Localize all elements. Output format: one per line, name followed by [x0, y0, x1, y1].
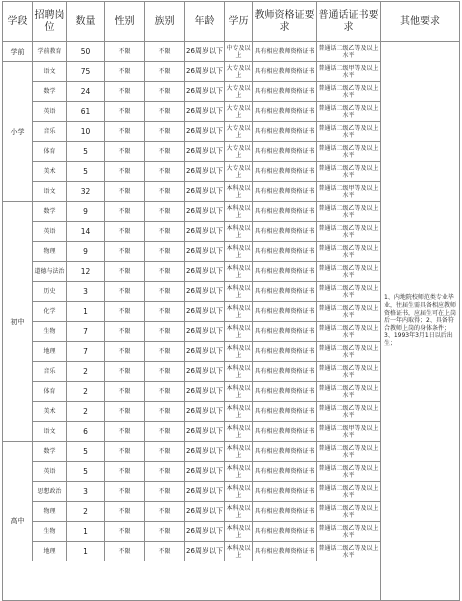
- post-cell: 语文: [32, 61, 66, 81]
- education-cell: 本科及以上: [224, 341, 252, 361]
- count-cell: 24: [66, 81, 104, 101]
- education-cell: 大专及以上: [224, 61, 252, 81]
- post-cell: 地理: [32, 341, 66, 361]
- teacher-cert-cell: 具有相应教师资格证书: [252, 501, 316, 521]
- gender-cell: 不限: [104, 141, 144, 161]
- count-cell: 2: [66, 401, 104, 421]
- count-cell: 5: [66, 161, 104, 181]
- education-cell: 中专及以上: [224, 41, 252, 61]
- education-cell: 大专及以上: [224, 81, 252, 101]
- education-cell: 本科及以上: [224, 321, 252, 341]
- mandarin-cert-cell: 普通话二级甲等及以上水平: [316, 421, 380, 441]
- gender-cell: 不限: [104, 321, 144, 341]
- header-other: 其他要求: [380, 1, 460, 41]
- age-cell: 26周岁以下: [184, 541, 224, 561]
- mandarin-cert-cell: 普通话二级乙等及以上水平: [316, 361, 380, 381]
- post-cell: 音乐: [32, 361, 66, 381]
- teacher-cert-cell: 具有相应教师资格证书: [252, 141, 316, 161]
- post-cell: 英语: [32, 101, 66, 121]
- count-cell: 10: [66, 121, 104, 141]
- mandarin-cert-cell: 普通话二级乙等及以上水平: [316, 161, 380, 181]
- count-cell: 5: [66, 441, 104, 461]
- teacher-cert-cell: 具有相应教师资格证书: [252, 361, 316, 381]
- gender-cell: 不限: [104, 261, 144, 281]
- post-cell: 数学: [32, 81, 66, 101]
- ethnic-cell: 不限: [144, 461, 184, 481]
- age-cell: 26周岁以下: [184, 501, 224, 521]
- mandarin-cert-cell: 普通话二级乙等及以上水平: [316, 441, 380, 461]
- ethnic-cell: 不限: [144, 301, 184, 321]
- stage-label-junior: 初中: [2, 201, 32, 441]
- ethnic-cell: 不限: [144, 361, 184, 381]
- mandarin-cert-cell: 普通话二级乙等及以上水平: [316, 241, 380, 261]
- gender-cell: 不限: [104, 181, 144, 201]
- gender-cell: 不限: [104, 301, 144, 321]
- gender-cell: 不限: [104, 341, 144, 361]
- count-cell: 1: [66, 521, 104, 541]
- header-education: 学历: [224, 1, 252, 41]
- age-cell: 26周岁以下: [184, 521, 224, 541]
- age-cell: 26周岁以下: [184, 161, 224, 181]
- post-cell: 学前教育: [32, 41, 66, 61]
- teacher-cert-cell: 具有相应教师资格证书: [252, 41, 316, 61]
- count-cell: 5: [66, 141, 104, 161]
- age-cell: 26周岁以下: [184, 81, 224, 101]
- teacher-cert-cell: 具有相应教师资格证书: [252, 261, 316, 281]
- post-cell: 体育: [32, 381, 66, 401]
- age-cell: 26周岁以下: [184, 301, 224, 321]
- mandarin-cert-cell: 普通话二级乙等及以上水平: [316, 201, 380, 221]
- age-cell: 26周岁以下: [184, 241, 224, 261]
- count-cell: 61: [66, 101, 104, 121]
- teacher-cert-cell: 具有相应教师资格证书: [252, 441, 316, 461]
- gender-cell: 不限: [104, 421, 144, 441]
- mandarin-cert-cell: 普通话二级乙等及以上水平: [316, 121, 380, 141]
- teacher-cert-cell: 具有相应教师资格证书: [252, 541, 316, 561]
- count-cell: 2: [66, 381, 104, 401]
- gender-cell: 不限: [104, 81, 144, 101]
- gender-cell: 不限: [104, 361, 144, 381]
- count-cell: 5: [66, 461, 104, 481]
- education-cell: 本科及以上: [224, 461, 252, 481]
- post-cell: 英语: [32, 221, 66, 241]
- post-cell: 语文: [32, 421, 66, 441]
- post-cell: 英语: [32, 461, 66, 481]
- mandarin-cert-cell: 普通话二级乙等及以上水平: [316, 501, 380, 521]
- education-cell: 本科及以上: [224, 181, 252, 201]
- stage-label-preschool: 学前: [2, 41, 32, 61]
- education-cell: 本科及以上: [224, 541, 252, 561]
- gender-cell: 不限: [104, 221, 144, 241]
- table-header-row: [2, 1, 460, 41]
- count-cell: 9: [66, 241, 104, 261]
- count-cell: 6: [66, 421, 104, 441]
- ethnic-cell: 不限: [144, 381, 184, 401]
- gender-cell: 不限: [104, 121, 144, 141]
- gender-cell: 不限: [104, 101, 144, 121]
- gender-cell: 不限: [104, 501, 144, 521]
- ethnic-cell: 不限: [144, 181, 184, 201]
- gender-cell: 不限: [104, 481, 144, 501]
- gender-cell: 不限: [104, 441, 144, 461]
- education-cell: 本科及以上: [224, 261, 252, 281]
- post-cell: 数学: [32, 441, 66, 461]
- teacher-cert-cell: 具有相应教师资格证书: [252, 321, 316, 341]
- age-cell: 26周岁以下: [184, 461, 224, 481]
- education-cell: 本科及以上: [224, 481, 252, 501]
- stage-label-senior: 高中: [2, 441, 32, 600]
- age-cell: 26周岁以下: [184, 421, 224, 441]
- header-stage: 学段: [2, 1, 32, 41]
- post-cell: 化学: [32, 301, 66, 321]
- ethnic-cell: 不限: [144, 121, 184, 141]
- header-mandarin-cert: 普通话证书要求: [316, 1, 380, 41]
- count-cell: 50: [66, 41, 104, 61]
- education-cell: 本科及以上: [224, 221, 252, 241]
- age-cell: 26周岁以下: [184, 61, 224, 81]
- gender-cell: 不限: [104, 401, 144, 421]
- post-cell: 语文: [32, 181, 66, 201]
- ethnic-cell: 不限: [144, 81, 184, 101]
- gender-cell: 不限: [104, 281, 144, 301]
- count-cell: 7: [66, 341, 104, 361]
- teacher-cert-cell: 具有相应教师资格证书: [252, 241, 316, 261]
- mandarin-cert-cell: 普通话二级乙等及以上水平: [316, 321, 380, 341]
- education-cell: 本科及以上: [224, 381, 252, 401]
- education-cell: 本科及以上: [224, 421, 252, 441]
- ethnic-cell: 不限: [144, 201, 184, 221]
- ethnic-cell: 不限: [144, 521, 184, 541]
- count-cell: 2: [66, 501, 104, 521]
- mandarin-cert-cell: 普通话二级乙等及以上水平: [316, 521, 380, 541]
- teacher-cert-cell: 具有相应教师资格证书: [252, 301, 316, 321]
- post-cell: 物理: [32, 241, 66, 261]
- ethnic-cell: 不限: [144, 161, 184, 181]
- count-cell: 12: [66, 261, 104, 281]
- teacher-cert-cell: 具有相应教师资格证书: [252, 281, 316, 301]
- count-cell: 3: [66, 481, 104, 501]
- gender-cell: 不限: [104, 381, 144, 401]
- education-cell: 大专及以上: [224, 161, 252, 181]
- mandarin-cert-cell: 普通话二级乙等及以上水平: [316, 341, 380, 361]
- ethnic-cell: 不限: [144, 441, 184, 461]
- education-cell: 本科及以上: [224, 241, 252, 261]
- age-cell: 26周岁以下: [184, 341, 224, 361]
- age-cell: 26周岁以下: [184, 361, 224, 381]
- teacher-cert-cell: 具有相应教师资格证书: [252, 121, 316, 141]
- post-cell: 生物: [32, 521, 66, 541]
- mandarin-cert-cell: 普通话二级甲等及以上水平: [316, 61, 380, 81]
- header-gender: 性别: [104, 1, 144, 41]
- post-cell: 思想政治: [32, 481, 66, 501]
- mandarin-cert-cell: 普通话二级乙等及以上水平: [316, 481, 380, 501]
- ethnic-cell: 不限: [144, 221, 184, 241]
- count-cell: 75: [66, 61, 104, 81]
- ethnic-cell: 不限: [144, 61, 184, 81]
- header-count: 数量: [66, 1, 104, 41]
- header-ethnic: 族别: [144, 1, 184, 41]
- education-cell: 本科及以上: [224, 201, 252, 221]
- age-cell: 26周岁以下: [184, 321, 224, 341]
- ethnic-cell: 不限: [144, 481, 184, 501]
- mandarin-cert-cell: 普通话二级乙等及以上水平: [316, 101, 380, 121]
- ethnic-cell: 不限: [144, 501, 184, 521]
- age-cell: 26周岁以下: [184, 481, 224, 501]
- age-cell: 26周岁以下: [184, 121, 224, 141]
- post-cell: 美术: [32, 161, 66, 181]
- teacher-cert-cell: 具有相应教师资格证书: [252, 401, 316, 421]
- mandarin-cert-cell: 普通话二级乙等及以上水平: [316, 221, 380, 241]
- gender-cell: 不限: [104, 241, 144, 261]
- mandarin-cert-cell: 普通话二级乙等及以上水平: [316, 261, 380, 281]
- header-age: 年龄: [184, 1, 224, 41]
- mandarin-cert-cell: 普通话二级乙等及以上水平: [316, 461, 380, 481]
- teacher-cert-cell: 具有相应教师资格证书: [252, 421, 316, 441]
- age-cell: 26周岁以下: [184, 261, 224, 281]
- post-cell: 道德与法治: [32, 261, 66, 281]
- age-cell: 26周岁以下: [184, 141, 224, 161]
- gender-cell: 不限: [104, 541, 144, 561]
- gender-cell: 不限: [104, 521, 144, 541]
- ethnic-cell: 不限: [144, 101, 184, 121]
- age-cell: 26周岁以下: [184, 181, 224, 201]
- age-cell: 26周岁以下: [184, 381, 224, 401]
- age-cell: 26周岁以下: [184, 101, 224, 121]
- post-cell: 体育: [32, 141, 66, 161]
- education-cell: 本科及以上: [224, 401, 252, 421]
- age-cell: 26周岁以下: [184, 201, 224, 221]
- ethnic-cell: 不限: [144, 241, 184, 261]
- count-cell: 1: [66, 301, 104, 321]
- teacher-cert-cell: 具有相应教师资格证书: [252, 81, 316, 101]
- ethnic-cell: 不限: [144, 41, 184, 61]
- teacher-cert-cell: 具有相应教师资格证书: [252, 221, 316, 241]
- ethnic-cell: 不限: [144, 401, 184, 421]
- education-cell: 本科及以上: [224, 501, 252, 521]
- post-cell: 生物: [32, 321, 66, 341]
- mandarin-cert-cell: 普通话二级乙等及以上水平: [316, 281, 380, 301]
- ethnic-cell: 不限: [144, 541, 184, 561]
- ethnic-cell: 不限: [144, 321, 184, 341]
- age-cell: 26周岁以下: [184, 221, 224, 241]
- mandarin-cert-cell: 普通话二级乙等及以上水平: [316, 381, 380, 401]
- teacher-cert-cell: 具有相应教师资格证书: [252, 521, 316, 541]
- count-cell: 2: [66, 361, 104, 381]
- post-cell: 地理: [32, 541, 66, 561]
- post-cell: 数学: [32, 201, 66, 221]
- recruitment-table: [2, 1, 460, 561]
- education-cell: 本科及以上: [224, 301, 252, 321]
- teacher-cert-cell: 具有相应教师资格证书: [252, 381, 316, 401]
- count-cell: 9: [66, 201, 104, 221]
- education-cell: 大专及以上: [224, 101, 252, 121]
- gender-cell: 不限: [104, 161, 144, 181]
- post-cell: 历史: [32, 281, 66, 301]
- header-teacher-cert: 教师资格证要求: [252, 1, 316, 41]
- count-cell: 1: [66, 541, 104, 561]
- post-cell: 美术: [32, 401, 66, 421]
- teacher-cert-cell: 具有相应教师资格证书: [252, 101, 316, 121]
- count-cell: 7: [66, 321, 104, 341]
- education-cell: 大专及以上: [224, 121, 252, 141]
- ethnic-cell: 不限: [144, 421, 184, 441]
- teacher-cert-cell: 具有相应教师资格证书: [252, 201, 316, 221]
- gender-cell: 不限: [104, 461, 144, 481]
- mandarin-cert-cell: 普通话二级乙等及以上水平: [316, 541, 380, 561]
- teacher-cert-cell: 具有相应教师资格证书: [252, 181, 316, 201]
- education-cell: 本科及以上: [224, 361, 252, 381]
- mandarin-cert-cell: 普通话二级乙等及以上水平: [316, 41, 380, 61]
- age-cell: 26周岁以下: [184, 41, 224, 61]
- stage-label-primary: 小学: [2, 61, 32, 201]
- education-cell: 本科及以上: [224, 441, 252, 461]
- gender-cell: 不限: [104, 41, 144, 61]
- other-requirements-cell: [380, 41, 460, 600]
- mandarin-cert-cell: 普通话二级乙等及以上水平: [316, 141, 380, 161]
- teacher-cert-cell: 具有相应教师资格证书: [252, 481, 316, 501]
- teacher-cert-cell: 具有相应教师资格证书: [252, 161, 316, 181]
- mandarin-cert-cell: 普通话二级甲等及以上水平: [316, 181, 380, 201]
- ethnic-cell: 不限: [144, 261, 184, 281]
- mandarin-cert-cell: 普通话二级乙等及以上水平: [316, 401, 380, 421]
- other-requirements-text: 1、内地院校师范类专业毕业，往届生需具备相应教师资格证书，应届生可在上岗后一年内取得；2、具备符合教师上岗的身体条件；3、1993年3月1日以后出生；: [384, 294, 457, 347]
- ethnic-cell: 不限: [144, 281, 184, 301]
- teacher-cert-cell: 具有相应教师资格证书: [252, 341, 316, 361]
- count-cell: 32: [66, 181, 104, 201]
- post-cell: 音乐: [32, 121, 66, 141]
- teacher-cert-cell: 具有相应教师资格证书: [252, 61, 316, 81]
- education-cell: 本科及以上: [224, 521, 252, 541]
- header-post: 招聘岗位: [32, 1, 66, 41]
- mandarin-cert-cell: 普通话二级乙等及以上水平: [316, 81, 380, 101]
- mandarin-cert-cell: 普通话二级乙等及以上水平: [316, 301, 380, 321]
- count-cell: 14: [66, 221, 104, 241]
- count-cell: 3: [66, 281, 104, 301]
- age-cell: 26周岁以下: [184, 281, 224, 301]
- education-cell: 本科及以上: [224, 281, 252, 301]
- ethnic-cell: 不限: [144, 341, 184, 361]
- age-cell: 26周岁以下: [184, 401, 224, 421]
- gender-cell: 不限: [104, 201, 144, 221]
- age-cell: 26周岁以下: [184, 441, 224, 461]
- education-cell: 大专及以上: [224, 141, 252, 161]
- gender-cell: 不限: [104, 61, 144, 81]
- teacher-cert-cell: 具有相应教师资格证书: [252, 461, 316, 481]
- post-cell: 物理: [32, 501, 66, 521]
- ethnic-cell: 不限: [144, 141, 184, 161]
